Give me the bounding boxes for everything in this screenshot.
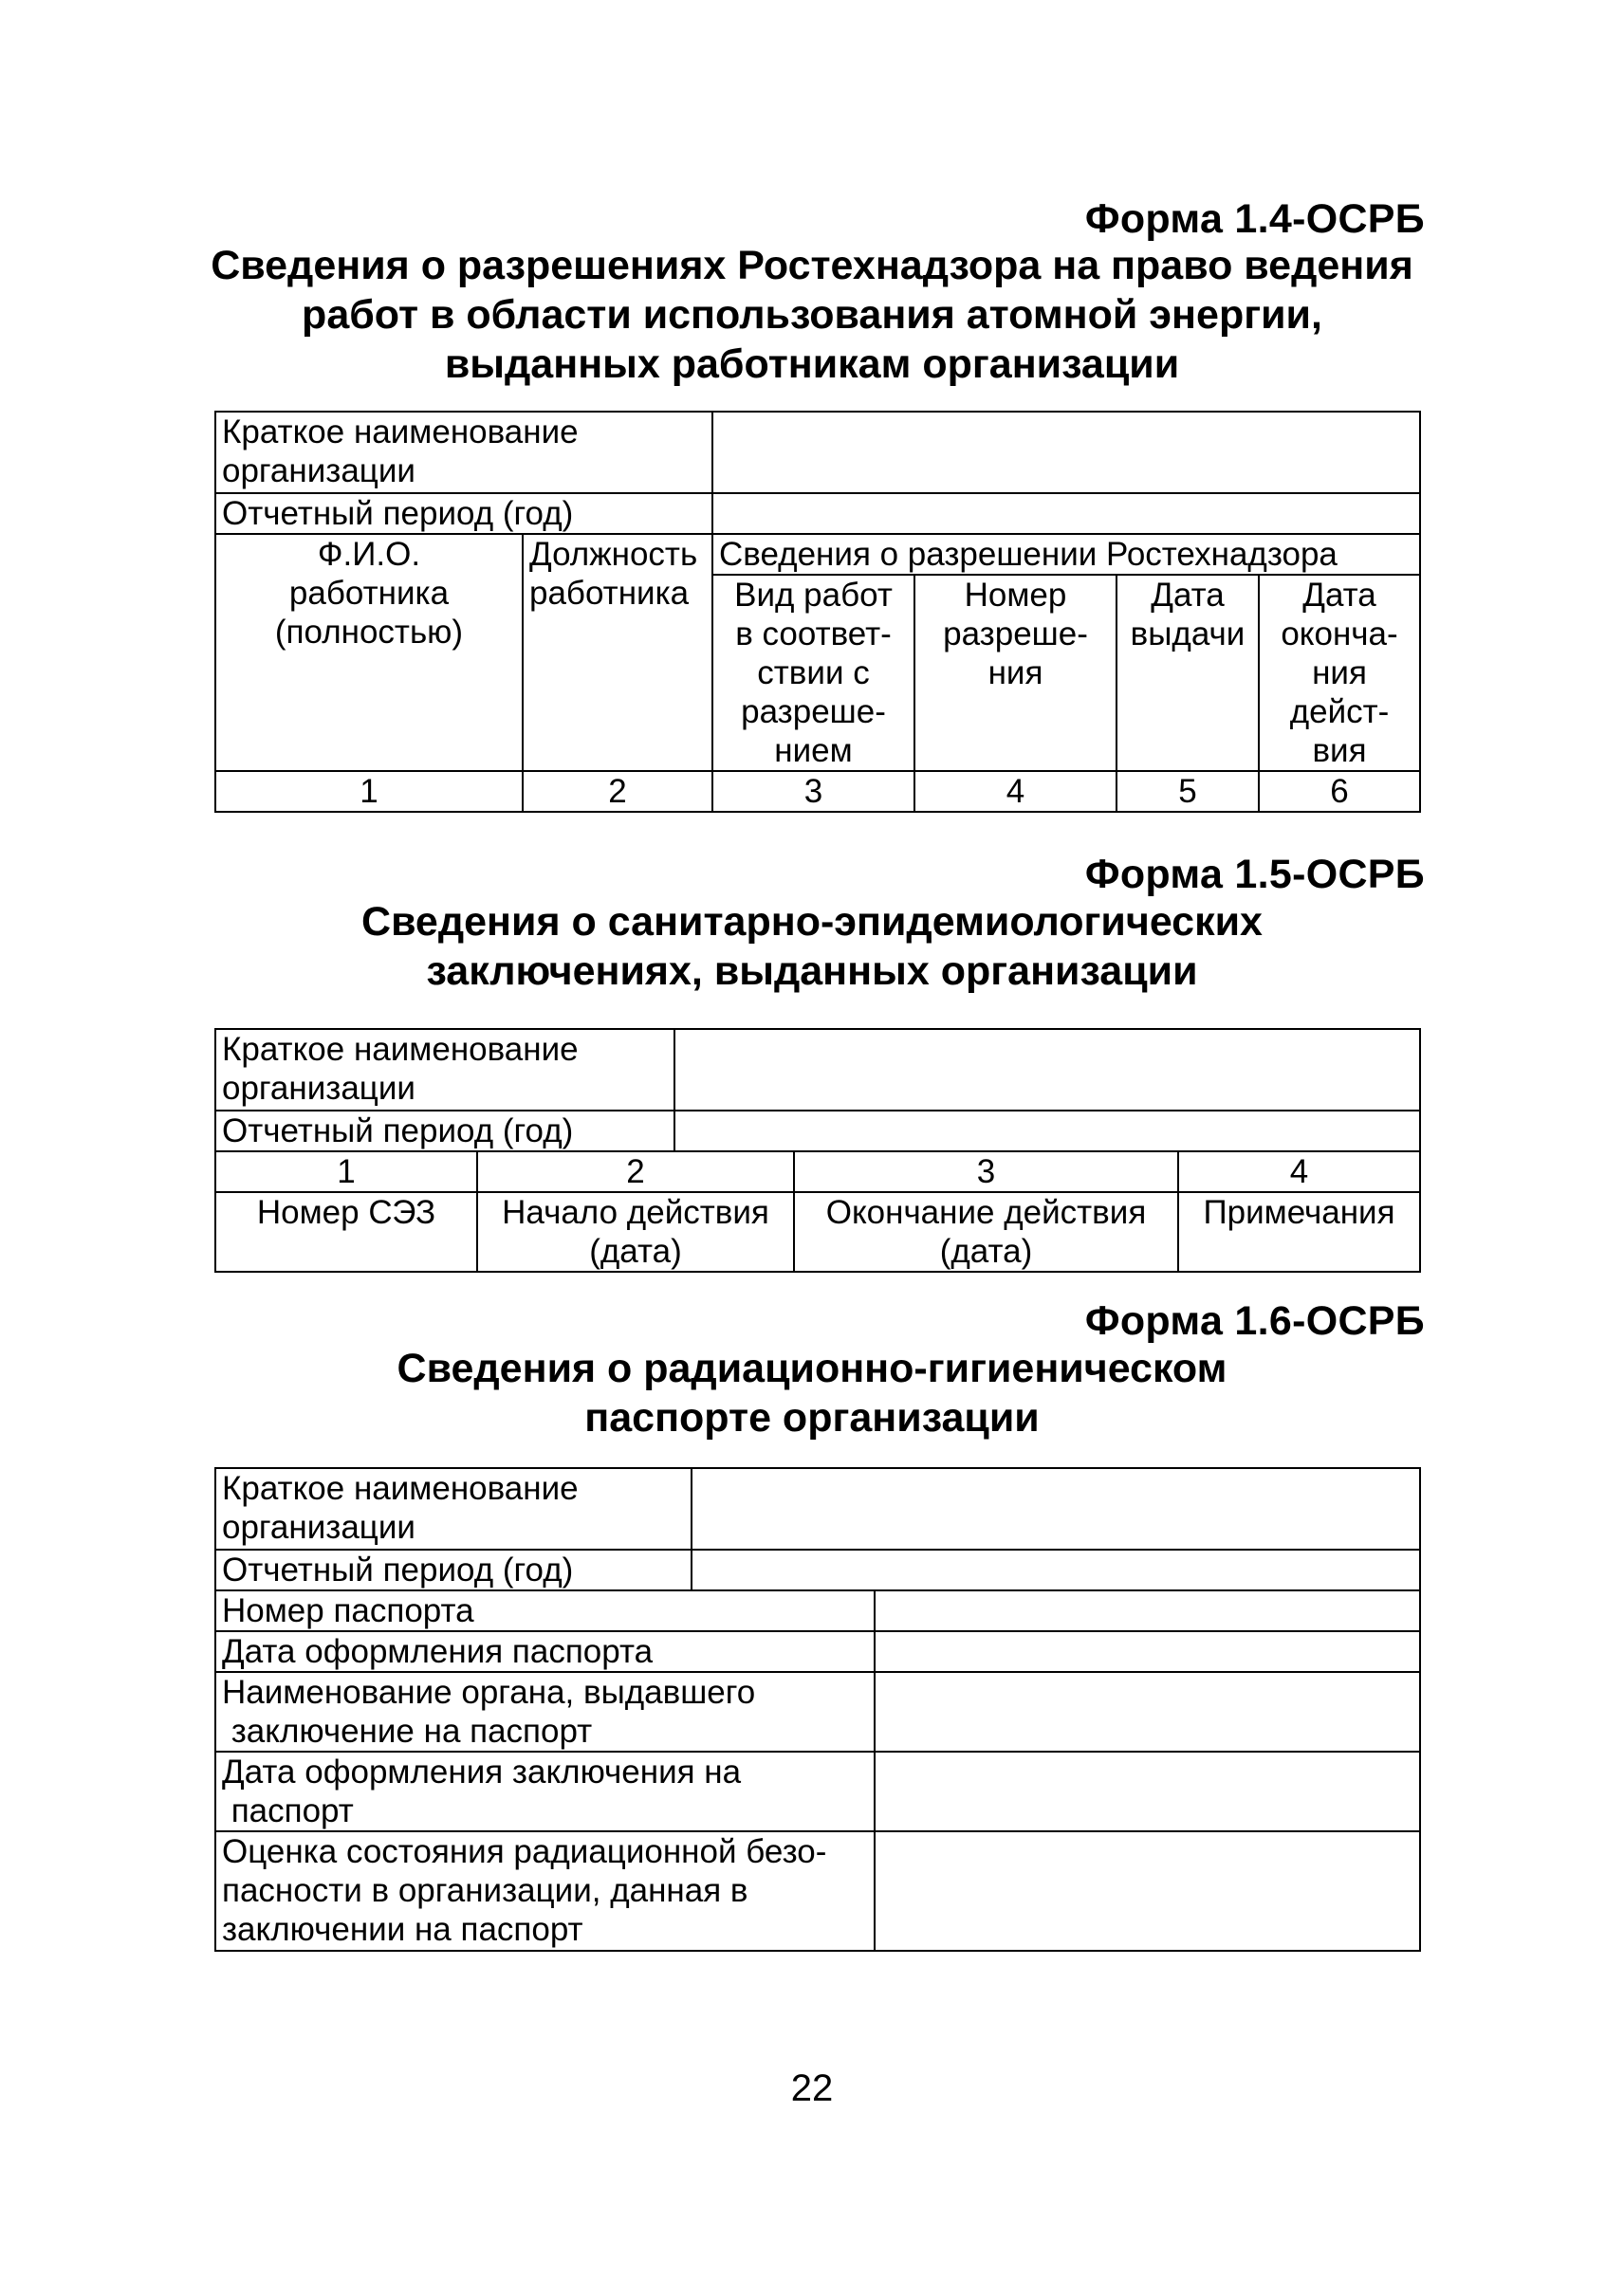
title-line: работ в области использования атомной энергии,	[302, 292, 1322, 338]
col-header-expiry-date: Дата оконча- ния дейст- вия	[1259, 575, 1420, 771]
form-1-6-title	[209, 1344, 1415, 1442]
title-line: Сведения о санитарно-эпидемиологических	[361, 899, 1263, 945]
radiation-safety-assessment-value-cell[interactable]	[875, 1831, 1420, 1951]
org-name-value-cell[interactable]	[674, 1029, 1420, 1111]
passport-number-value-cell[interactable]	[875, 1590, 1420, 1631]
column-number: 5	[1116, 771, 1259, 812]
passport-date-value-cell[interactable]	[875, 1631, 1420, 1672]
col-header-issue-date: Дата выдачи	[1116, 575, 1259, 771]
reporting-period-label: Отчетный период (год)	[215, 1111, 674, 1151]
title-line: паспорте организации	[584, 1395, 1040, 1441]
title-line: выданных работникам организации	[444, 341, 1180, 387]
passport-number-label: Номер паспорта	[215, 1590, 875, 1631]
page-number: 22	[790, 2067, 834, 2109]
column-number: 4	[914, 771, 1116, 812]
col-header-permit-number: Номер разреше- ния	[914, 575, 1116, 771]
org-name-label: Краткое наименование организации	[215, 1468, 692, 1550]
form-1-6-table	[214, 1467, 1421, 1952]
reporting-period-value-cell[interactable]	[674, 1111, 1420, 1151]
form-1-6-code: Форма 1.6-ОСРБ	[1084, 1298, 1425, 1344]
column-number: 3	[712, 771, 914, 812]
col-group-header-permit: Сведения о разрешении Ростехнадзора	[712, 534, 1420, 575]
org-name-value-cell[interactable]	[692, 1468, 1420, 1550]
column-number: 2	[477, 1151, 794, 1192]
reporting-period-label: Отчетный период (год)	[215, 1550, 692, 1590]
column-number: 1	[215, 771, 523, 812]
radiation-safety-assessment-label: Оценка состояния радиационной безо- пасности в организации, данная в заключении на паспорт	[215, 1831, 875, 1951]
conclusion-date-value-cell[interactable]	[875, 1752, 1420, 1831]
form-1-5-title	[209, 897, 1415, 996]
title-line: Сведения о разрешениях Ростехнадзора на право ведения	[211, 243, 1413, 288]
form-1-4-table	[214, 411, 1421, 813]
col-header-fio: Ф.И.О. работника (полностью)	[215, 534, 523, 771]
passport-date-label: Дата оформления паспорта	[215, 1631, 875, 1672]
column-number: 6	[1259, 771, 1420, 812]
org-name-value-cell[interactable]	[712, 412, 1420, 493]
col-header-sez-number: Номер СЭЗ	[215, 1192, 477, 1272]
column-number: 1	[215, 1151, 477, 1192]
title-line: заключениях, выданных организации	[426, 948, 1198, 994]
issuing-authority-value-cell[interactable]	[875, 1672, 1420, 1752]
form-1-5-table	[214, 1028, 1421, 1273]
col-header-work-type: Вид работ в соответ- ствии с разреше- нием	[712, 575, 914, 771]
column-number: 4	[1178, 1151, 1420, 1192]
issuing-authority-label: Наименование органа, выдавшего заключение на паспорт	[215, 1672, 875, 1752]
reporting-period-value-cell[interactable]	[692, 1550, 1420, 1590]
col-header-start-date: Начало действия (дата)	[477, 1192, 794, 1272]
title-line: Сведения о радиационно-гигиеническом	[397, 1346, 1227, 1391]
conclusion-date-label: Дата оформления заключения на паспорт	[215, 1752, 875, 1831]
reporting-period-value-cell[interactable]	[712, 493, 1420, 534]
form-1-4-title	[209, 241, 1415, 389]
org-name-label: Краткое наименование организации	[215, 412, 712, 493]
column-number: 3	[794, 1151, 1178, 1192]
org-name-label: Краткое наименование организации	[215, 1029, 674, 1111]
reporting-period-label: Отчетный период (год)	[215, 493, 712, 534]
form-1-4-code: Форма 1.4-ОСРБ	[1084, 196, 1425, 242]
col-header-position: Должность работника	[523, 534, 712, 771]
col-header-end-date: Окончание действия (дата)	[794, 1192, 1178, 1272]
col-header-notes: Примечания	[1178, 1192, 1420, 1272]
form-1-5-code: Форма 1.5-ОСРБ	[1084, 852, 1425, 897]
column-number: 2	[523, 771, 712, 812]
